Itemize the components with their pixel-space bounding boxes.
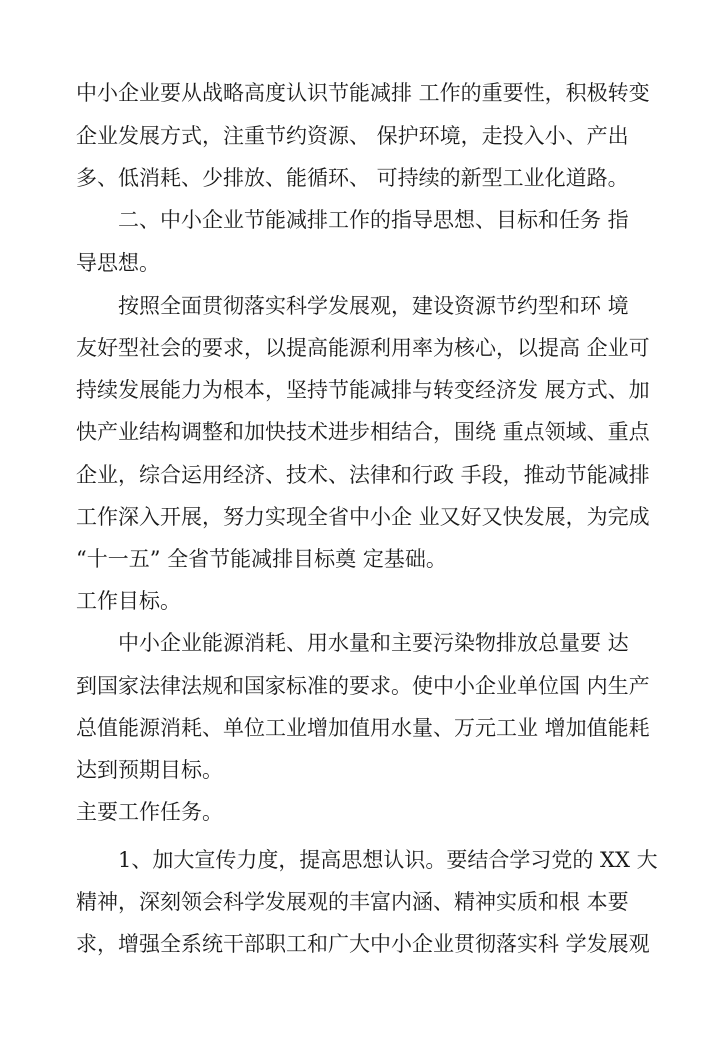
text-line-11: 工作深入开展，努力实现全省中小企 业又好又快发展，为完成 (76, 505, 650, 529)
text-line-12: “十一五” 全省节能减排目标奠 定基础。 (76, 547, 447, 571)
text-line-5: 导思想。 (76, 251, 160, 275)
text-line-7: 友好型社会的要求，以提高能源利用率为核心，以提高 企业可 (76, 336, 650, 360)
text-line-8: 持续发展能力为根本，坚持节能减排与转变经济发 展方式、加 (76, 378, 650, 402)
work-goals-heading: 工作目标。 (76, 589, 181, 613)
text-line-17: 达到预期目标。 (76, 758, 223, 782)
paragraph-start-goals: 中小企业能源消耗、用水量和主要污染物排放总量要 达 (118, 631, 629, 655)
text-line-21: 求，增强全系统干部职工和广大中小企业贯彻落实科 学发展观 (76, 932, 650, 956)
text-line-2: 企业发展方式，注重节约资源、 保护环境，走投入小、产出 (76, 124, 629, 148)
paragraph-start-task-1: 1、加大宣传力度，提高思想认识。要结合学习党的 XX 大 (118, 848, 658, 872)
text-line-10: 企业，综合运用经济、技术、法律和行政 手段，推动节能减排 (76, 463, 650, 487)
text-line-3: 多、低消耗、少排放、能循环、 可持续的新型工业化道路。 (76, 166, 629, 190)
main-tasks-heading: 主要工作任务。 (76, 800, 223, 824)
text-line-16: 总值能源消耗、单位工业增加值用水量、万元工业 增加值能耗 (76, 716, 650, 740)
text-line-9: 快产业结构调整和加快技术进步相结合，围绕 重点领域、重点 (76, 420, 650, 444)
text-line-20: 精神，深刻领会科学发展观的丰富内涵、精神实质和根 本要 (76, 890, 629, 914)
paragraph-start-guiding-ideology: 按照全面贯彻落实科学发展观，建设资源节约型和环 境 (118, 294, 629, 318)
section-heading-2: 二、中小企业节能减排工作的指导思想、目标和任务 指 (118, 208, 629, 232)
text-line-1: 中小企业要从战略高度认识节能减排 工作的重要性，积极转变 (76, 81, 650, 105)
text-line-15: 到国家法律法规和国家标准的要求。使中小企业单位国 内生产 (76, 674, 650, 698)
